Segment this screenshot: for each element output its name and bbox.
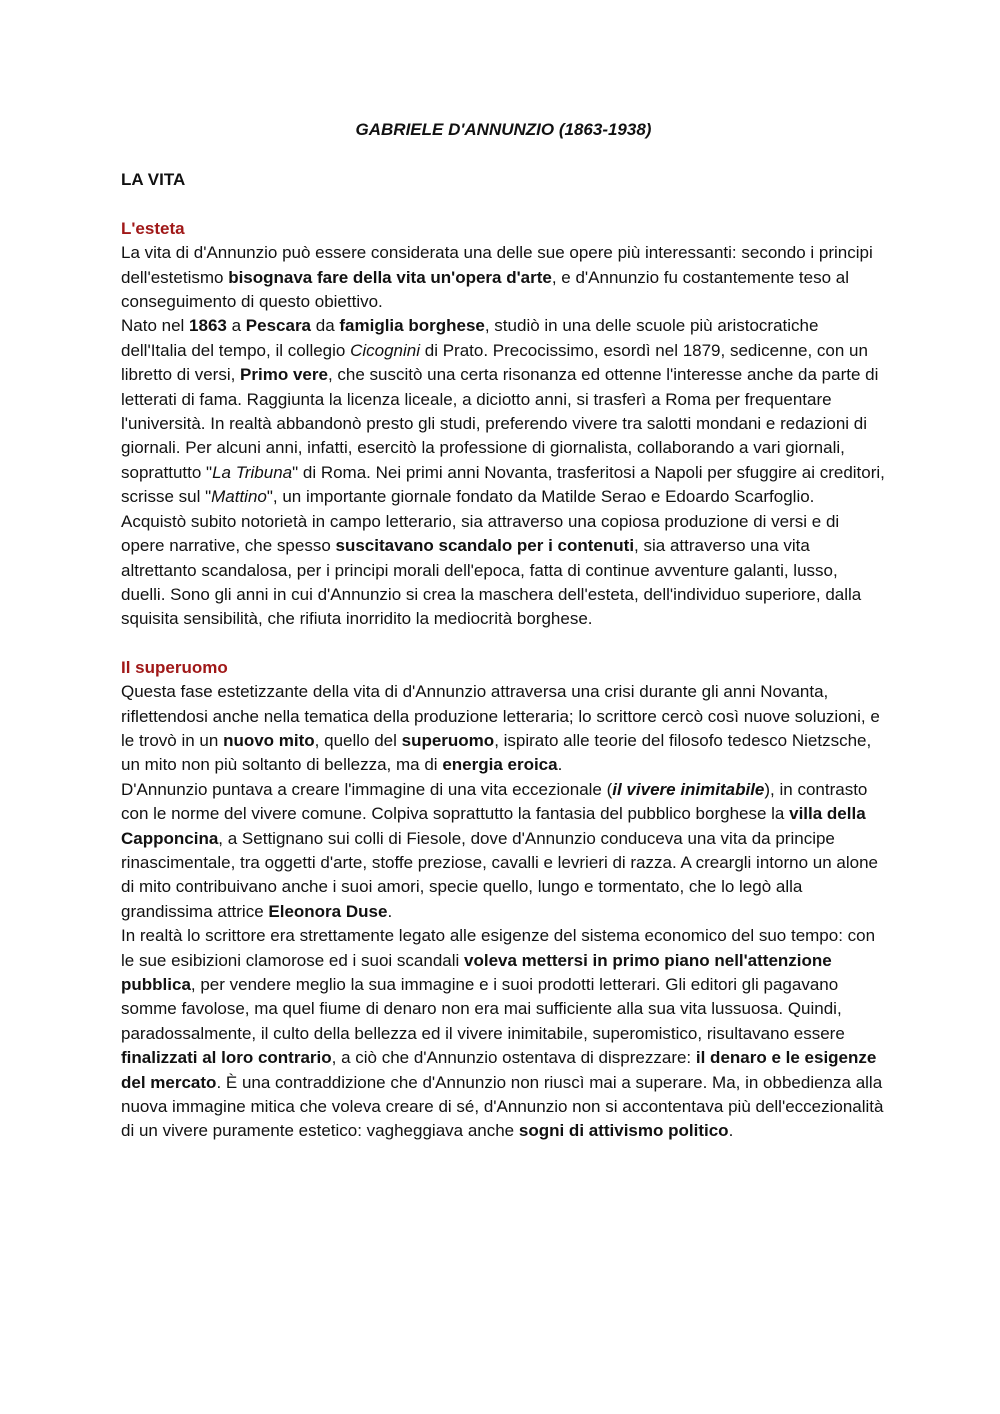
paragraph-text: , che suscitò una certa risonanza ed ottenne l'interesse anche da parte di letterati di fama. Raggiunta la licenza liceale, a diciotto anni, si trasferì a Roma per frequentare l'università. In realtà abbandonò presto gli studi, preferendo vivere tra salotti mondani e redazioni di giornali. Per alcuni anni, infatti, esercitò la professione di giornalista, collaborando a vari giornali, soprattutto " (121, 365, 879, 482)
emphasis-text: finalizzati al loro contrario (121, 1048, 332, 1068)
paragraph-text: . (557, 755, 563, 775)
paragraph-text: , a Settignano sui colli di Fiesole, dove d'Annunzio conduceva una vita da principe rinascimentale, tra oggetti d'arte, stoffe preziose, cavalli e levrieri di razza. A creargli intorno un alone di mito contribuivano anche i suoi amori, specie quello, lungo e tormentato, che lo legò alla grandissima attrice (121, 828, 878, 921)
emphasis-text: villa della Capponcina (121, 804, 866, 848)
emphasis-text: sogni di attivismo politico (518, 1121, 729, 1141)
emphasis-text: famiglia borghese (339, 316, 485, 336)
paragraph-text: La vita di d'Annunzio può essere considerata una delle sue opere più interessanti: secondo i principi dell'estetismo (121, 243, 873, 287)
paragraph-text: , per vendere meglio la sua immagine e i suoi prodotti letterari. Gli editori gli pagavano somme favolose, ma quel fiume di denaro non era mai sufficiente alla sua vita lussuosa. Quindi, paradossalmente, il culto della bellezza ed il vivere inimitabile, superomistico, risultavano essere (121, 975, 845, 1043)
emphasis-text: suscitavano scandalo per i contenuti (335, 536, 635, 556)
paragraph (121, 778, 886, 924)
emphasis-text: Eleonora Duse (268, 901, 388, 921)
paragraph (121, 680, 886, 778)
paragraph-text: , a ciò che d'Annunzio ostentava di disprezzare: (331, 1048, 696, 1068)
emphasis-text: 1863 (189, 316, 227, 336)
paragraph (121, 241, 886, 314)
emphasis-text: La Tribuna (212, 462, 293, 482)
emphasis-text: Cicognini (350, 340, 421, 360)
paragraph-text: , studiò in una delle scuole più aristocratiche dell'Italia del tempo, il collegio (121, 316, 819, 360)
emphasis-text: il vivere inimitabile (612, 779, 765, 799)
paragraph-text: Questa fase estetizzante della vita di d'Annunzio attraversa una crisi durante gli anni Novanta, riflettendosi anche nella tematica della produzione letteraria; lo scrittore cercò così nuove soluzioni, e le trovò in un (121, 682, 880, 750)
paragraph-text: Nato nel (121, 316, 190, 336)
paragraph (121, 314, 886, 509)
emphasis-text: energia eroica (442, 755, 558, 775)
paragraph-text: , quello del (314, 730, 402, 750)
subsection-esteta (121, 217, 886, 632)
paragraph-text: . È una contraddizione che d'Annunzio non riuscì mai a superare. Ma, in obbedienza alla nuova immagine mitica che voleva creare di sé, d'Annunzio non si accontentava più dell'eccezionalità di un vivere puramente estetico: vagheggiava anche (121, 1072, 884, 1141)
paragraph-text: ", un importante giornale fondato da Matilde Serao e Edoardo Scarfoglio. (266, 487, 815, 507)
paragraph-text: a (226, 316, 246, 336)
emphasis-text: Pescara (245, 316, 312, 336)
paragraph-text: ), in contrasto con le norme del vivere comune. Colpiva soprattutto la fantasia del pubblico borghese la (121, 779, 868, 824)
paragraph-text: , ispirato alle teorie del filosofo tedesco Nietzsche, un mito non più soltanto di bellezza, ma di (121, 730, 872, 775)
paragraph-text: Acquistò subito notorietà in campo letterario, sia attraverso una copiosa produzione di versi e di opere narrative, che spesso (121, 511, 840, 556)
emphasis-text: il denaro e le esigenze del mercato (121, 1048, 877, 1092)
emphasis-text: Primo vere (240, 365, 328, 385)
subsection-superuomo (121, 656, 886, 1144)
document-page (121, 118, 886, 1144)
section-title: LA VITA (121, 170, 186, 190)
paragraph-text: D'Annunzio puntava a creare l'immagine di una vita eccezionale ( (121, 779, 613, 799)
paragraph-text: , e d'Annunzio fu costantemente teso al conseguimento di questo obiettivo. (121, 267, 849, 312)
subsection-title-esteta: L'esteta (121, 218, 185, 238)
paragraph-text: , sia attraverso una vita altrettanto scandalosa, per i principi morali dell'epoca, fatta di continue avventure galanti, lusso, duelli. Sono gli anni in cui d'Annunzio si crea la maschera dell'esteta, dell'individuo superiore, dalla squisita sensibilità, che rifiuta inorridito la mediocrità borghese. (121, 536, 862, 629)
emphasis-text: nuovo mito (223, 730, 315, 750)
paragraph-text: di Prato. Precocissimo, esordì nel 1879, sedicenne, con un libretto di versi, (121, 340, 868, 385)
emphasis-text: Mattino (211, 487, 267, 507)
paragraph-text: . (387, 901, 393, 921)
document-title: GABRIELE D'ANNUNZIO (1863-1938) (355, 120, 652, 139)
subsection-title-superuomo: Il superuomo (121, 657, 228, 677)
paragraph (121, 510, 886, 632)
paragraph-text: In realtà lo scrittore era strettamente legato alle esigenze del sistema economico del suo tempo: con le sue esibizioni clamorose ed i suoi scandali (121, 926, 876, 970)
emphasis-text: voleva mettersi in primo piano nell'attenzione pubblica (121, 950, 832, 994)
paragraph-text: da (311, 316, 340, 336)
emphasis-text: bisognava fare della vita un'opera d'arte (228, 267, 552, 287)
paragraph-text: " di Roma. Nei primi anni Novanta, trasferitosi a Napoli per sfuggire ai creditori, scrisse sul " (121, 462, 885, 507)
emphasis-text: superuomo (401, 730, 495, 750)
paragraph (121, 924, 886, 1144)
paragraph-text: . (728, 1121, 734, 1141)
